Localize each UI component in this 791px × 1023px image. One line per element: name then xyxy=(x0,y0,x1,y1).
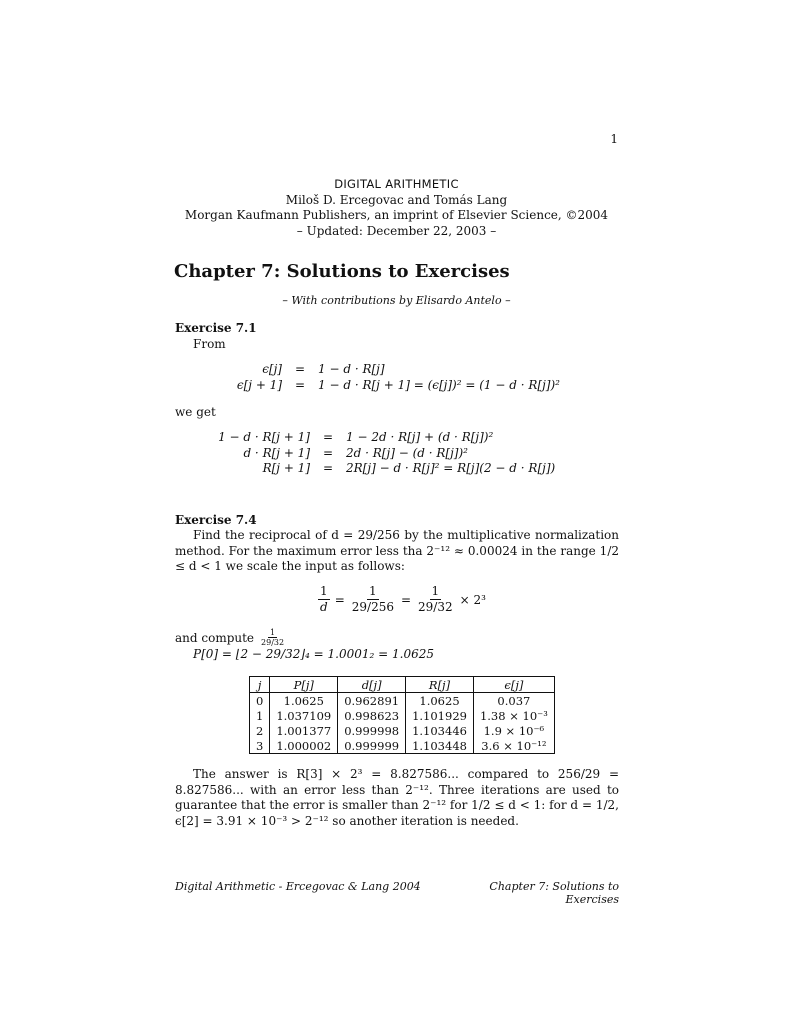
table-cell: 1.0625 xyxy=(270,693,338,709)
chapter-title: Chapter 7: Solutions to Exercises xyxy=(174,261,510,282)
equation-row xyxy=(175,430,555,446)
fraction xyxy=(350,584,396,615)
fraction-denominator: 29/32 xyxy=(261,638,285,647)
table-row xyxy=(250,738,555,754)
table-cell: 3 xyxy=(250,738,270,754)
column-header: R[j] xyxy=(406,677,474,693)
equation-relation: = xyxy=(294,362,306,376)
equation-block-2 xyxy=(175,430,555,477)
fraction-denominator: 29/256 xyxy=(351,600,394,614)
exercise-7-4-heading: Exercise 7.4 xyxy=(175,513,257,527)
book-title: DIGITAL ARITHMETIC xyxy=(334,177,459,191)
table-cell: 1.101929 xyxy=(406,708,474,723)
scale-factor: × 2³ xyxy=(459,592,486,607)
page-number: 1 xyxy=(610,132,618,146)
equation-rhs: 2d · R[j] − (d · R[j])² xyxy=(346,445,468,460)
equation-rhs: 1 − d · R[j + 1] = (ϵ[j])² = (1 − d · R[j])² xyxy=(318,377,560,392)
table-cell: 0.998623 xyxy=(338,708,406,723)
exercise-7-1-intro: From xyxy=(193,337,226,351)
equation-block-1 xyxy=(175,362,560,393)
table-row xyxy=(250,708,555,723)
equation-lhs: d · R[j + 1] xyxy=(243,445,310,460)
table-cell: 1 xyxy=(250,708,270,723)
fraction-denominator: 29/32 xyxy=(418,600,453,614)
fraction xyxy=(318,584,330,615)
book-authors: Miloš D. Ercegovac and Tomás Lang xyxy=(285,192,508,207)
equation-relation: = xyxy=(322,430,334,444)
equation-row xyxy=(175,362,560,378)
equation-lhs: R[j + 1] xyxy=(262,461,310,475)
equation-rhs: 1 − 2d · R[j] + (d · R[j])² xyxy=(346,430,494,444)
table-cell: 1.000002 xyxy=(270,738,338,754)
equation-relation: = xyxy=(294,377,306,392)
equation-relation: = xyxy=(322,461,334,475)
equals-sign: = xyxy=(400,592,412,607)
column-header: d[j] xyxy=(338,677,406,693)
display-equation xyxy=(318,584,486,615)
fraction-numerator: 1 xyxy=(369,584,377,598)
equation-rhs: 2R[j] − d · R[j]² = R[j](2 − d · R[j]) xyxy=(346,461,556,475)
footer-left: Digital Arithmetic - Ercegovac & Lang 2004 xyxy=(175,880,421,893)
table-row xyxy=(250,693,555,709)
fraction xyxy=(416,584,455,615)
table-cell: 0.962891 xyxy=(338,693,406,709)
table-cell: 1.0625 xyxy=(406,693,474,709)
equation-row xyxy=(175,446,555,462)
column-header: j xyxy=(250,677,270,693)
table-row xyxy=(250,723,555,738)
equation-row xyxy=(175,461,555,477)
p0-equation: P[0] = ⌊2 − 29/32⌋₄ = 1.0001₂ = 1.0625 xyxy=(193,647,434,661)
iteration-table xyxy=(249,676,555,754)
table-cell: 0.999998 xyxy=(338,723,406,738)
equation-lhs: ϵ[j] xyxy=(262,362,282,376)
fraction-numerator: 1 xyxy=(320,584,328,598)
book-header xyxy=(175,177,618,239)
table-cell: 1.9 × 10⁻⁶ xyxy=(473,723,554,738)
contributions-note: – With contributions by Elisardo Antelo – xyxy=(282,294,511,307)
equation-rhs: 1 − d · R[j] xyxy=(318,362,385,376)
fraction-numerator: 1 xyxy=(431,584,440,598)
table-cell: 1.037109 xyxy=(270,708,338,723)
compute-text: and compute xyxy=(175,630,255,645)
table-cell: 0.999999 xyxy=(338,738,406,754)
table-cell: 2 xyxy=(250,723,270,738)
column-header: P[j] xyxy=(270,677,338,693)
exercise-7-1-heading: Exercise 7.1 xyxy=(175,321,257,335)
we-get-text: we get xyxy=(175,405,216,419)
fraction-denominator: d xyxy=(320,600,328,614)
table-cell: 1.103446 xyxy=(406,723,474,738)
equation-row xyxy=(175,378,560,394)
exercise-7-4-problem: Find the reciprocal of d = 29/256 by the multiplicative normalization method. For the maximum error less tha 2⁻¹² ≈ 0.00024 in the range 1/2 ≤ d < 1 we scale the input as follows: xyxy=(175,528,619,573)
table-cell: 1.38 × 10⁻³ xyxy=(473,708,554,723)
table-header-row xyxy=(250,677,555,693)
fraction-numerator: 1 xyxy=(270,628,276,637)
column-header: ϵ[j] xyxy=(473,677,554,693)
book-publisher: Morgan Kaufmann Publishers, an imprint of Elsevier Science, ©2004 xyxy=(184,208,609,222)
equation-lhs: ϵ[j + 1] xyxy=(236,377,282,392)
table-cell: 0.037 xyxy=(473,693,554,709)
exercise-7-4-answer: The answer is R[3] × 2³ = 8.827586... compared to 256/29 = 8.827586... with an error less than 2⁻¹². Three iterations are used to guarantee that the error is smaller than 2⁻¹² for 1/2 ≤ d < 1: for d = 1/2, ϵ[2] = 3.91 × 10⁻³ > 2⁻¹² so another iteration is needed. xyxy=(175,767,619,828)
table-cell: 0 xyxy=(250,693,270,709)
compute-line xyxy=(175,628,286,647)
table-cell: 1.103448 xyxy=(406,738,474,754)
footer-right: Chapter 7: Solutions to Exercises xyxy=(489,880,619,906)
table-cell: 3.6 × 10⁻¹² xyxy=(473,738,554,754)
update-date: – Updated: December 22, 2003 – xyxy=(296,223,497,238)
equation-lhs: 1 − d · R[j + 1] xyxy=(218,430,310,444)
compute-fraction xyxy=(259,628,286,647)
table-cell: 1.001377 xyxy=(270,723,338,738)
equals-sign: = xyxy=(334,592,345,607)
equation-relation: = xyxy=(322,445,334,460)
